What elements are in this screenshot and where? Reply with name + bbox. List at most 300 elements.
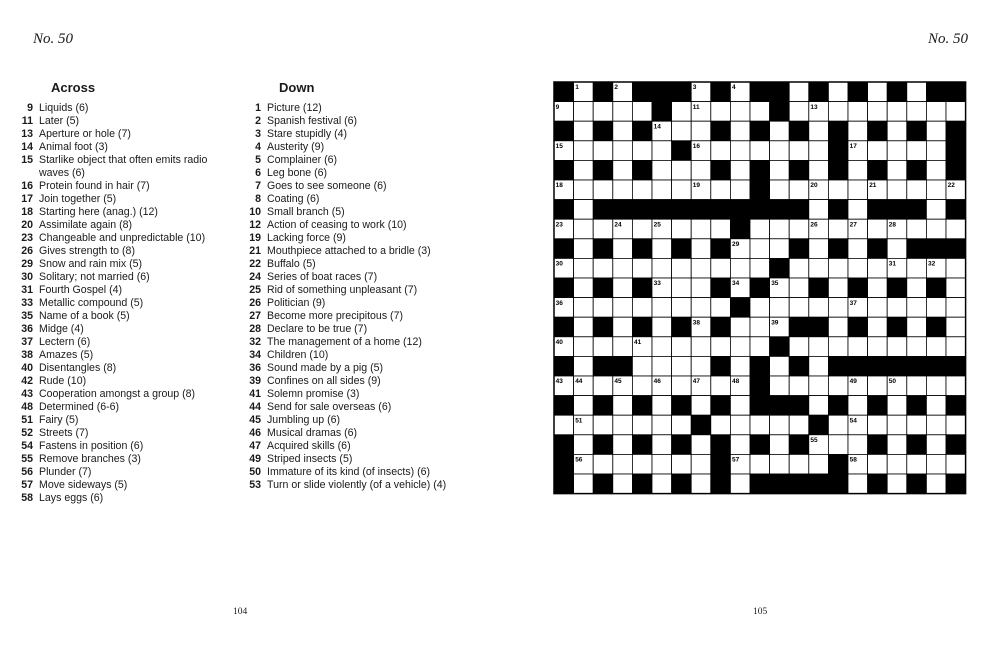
grid-cell[interactable] [946,258,966,278]
grid-cell[interactable] [926,219,946,239]
grid-cell[interactable] [574,160,594,180]
grid-cell[interactable] [789,337,809,357]
grid-cell[interactable] [711,219,731,239]
grid-cell[interactable] [809,396,829,416]
grid-cell[interactable] [926,376,946,396]
grid-cell[interactable] [730,337,750,357]
grid-cell[interactable] [672,356,692,376]
grid-cell[interactable] [926,435,946,455]
grid-block [946,121,966,141]
grid-cell[interactable] [613,435,633,455]
grid-cell[interactable] [926,396,946,416]
grid-cell[interactable] [652,317,672,337]
clue-text: Confines on all sides (9) [267,375,381,387]
grid-cell[interactable] [770,356,790,376]
grid-cell[interactable] [809,454,829,474]
grid-cell[interactable] [809,200,829,220]
grid-cell[interactable] [730,258,750,278]
clue-text: Immature of its kind (of insects) (6) [267,466,431,478]
across-clue-40 [15,362,239,375]
grid-cell[interactable] [632,415,652,435]
grid-cell[interactable] [652,239,672,259]
grid-cell[interactable] [868,337,888,357]
grid-cell[interactable] [848,239,868,259]
grid-cell[interactable] [691,258,711,278]
grid-cell[interactable] [789,415,809,435]
grid-cell[interactable] [946,278,966,298]
grid-cell[interactable] [926,180,946,200]
grid-cell[interactable] [868,454,888,474]
grid-cell[interactable] [652,180,672,200]
grid-cell[interactable] [750,219,770,239]
grid-cell[interactable] [770,435,790,455]
grid-cell[interactable] [848,121,868,141]
grid-cell[interactable] [672,180,692,200]
grid-cell[interactable] [613,121,633,141]
cell-number: 46 [653,378,661,386]
grid-cell[interactable] [711,258,731,278]
cell-number: 27 [849,221,857,229]
grid-cell[interactable] [907,82,927,102]
grid-cell[interactable] [907,454,927,474]
cell-number: 50 [888,378,897,386]
grid-cell[interactable] [593,454,613,474]
grid-cell[interactable] [672,415,692,435]
grid-cell[interactable] [848,396,868,416]
clue-number: 52 [21,427,33,439]
clue-text: Rid of something unpleasant (7) [267,284,418,296]
grid-cell[interactable] [730,396,750,416]
grid-cell[interactable] [868,102,888,122]
down-clue-41 [243,388,467,401]
grid-cell[interactable] [574,474,594,494]
grid-cell[interactable] [809,298,829,318]
puzzle-number-left: No. 50 [33,31,74,47]
grid-cell[interactable] [750,258,770,278]
clue-text: Goes to see someone (6) [267,180,387,192]
grid-block [711,356,731,376]
grid-cell[interactable] [691,160,711,180]
grid-cell[interactable] [632,258,652,278]
grid-cell[interactable] [750,415,770,435]
grid-cell[interactable] [750,102,770,122]
grid-cell[interactable] [613,337,633,357]
grid-cell[interactable] [574,317,594,337]
grid-cell[interactable] [613,102,633,122]
grid-cell[interactable] [809,121,829,141]
grid-cell[interactable] [613,454,633,474]
grid-cell[interactable] [848,102,868,122]
grid-cell[interactable] [730,435,750,455]
grid-cell[interactable] [593,415,613,435]
grid-cell[interactable] [946,298,966,318]
grid-cell[interactable] [770,219,790,239]
grid-cell[interactable] [828,317,848,337]
grid-cell[interactable] [613,141,633,161]
clue-text: Small branch (5) [267,206,345,218]
clue-number: 49 [249,453,261,465]
cell-number: 58 [849,456,857,464]
grid-cell[interactable] [750,141,770,161]
grid-cell[interactable] [574,278,594,298]
grid-cell[interactable] [632,298,652,318]
grid-cell[interactable] [887,454,907,474]
grid-cell[interactable] [907,258,927,278]
grid-cell[interactable] [574,219,594,239]
grid-cell[interactable] [887,239,907,259]
grid-cell[interactable] [868,415,888,435]
grid-cell[interactable] [691,396,711,416]
grid-cell[interactable] [868,141,888,161]
grid-cell[interactable] [887,396,907,416]
cell-number: 33 [653,280,661,288]
grid-block [809,317,829,337]
grid-cell[interactable] [613,278,633,298]
grid-cell[interactable] [613,298,633,318]
grid-cell[interactable] [848,474,868,494]
grid-cell[interactable] [711,102,731,122]
grid-cell[interactable] [848,200,868,220]
grid-cell[interactable] [887,337,907,357]
grid-cell[interactable] [868,298,888,318]
clue-text: Animal foot (3) [39,141,108,153]
clue-text: Name of a book (5) [39,310,130,322]
grid-cell[interactable] [868,278,888,298]
grid-cell[interactable] [828,337,848,357]
grid-cell[interactable] [848,258,868,278]
down-clue-3 [243,128,467,141]
clue-number: 31 [21,284,33,296]
grid-cell[interactable] [691,298,711,318]
grid-cell[interactable] [574,337,594,357]
grid-cell[interactable] [828,435,848,455]
grid-cell[interactable] [809,376,829,396]
grid-cell[interactable] [907,180,927,200]
grid-cell[interactable] [652,415,672,435]
grid-cell[interactable] [828,415,848,435]
grid-cell[interactable] [574,102,594,122]
grid-cell[interactable] [574,141,594,161]
grid-cell[interactable] [828,376,848,396]
grid-cell[interactable] [946,317,966,337]
grid-cell[interactable] [672,298,692,318]
grid-cell[interactable] [828,219,848,239]
grid-cell[interactable] [750,239,770,259]
grid-cell[interactable] [593,219,613,239]
grid-cell[interactable] [789,454,809,474]
grid-cell[interactable] [770,141,790,161]
grid-cell[interactable] [789,141,809,161]
grid-cell[interactable] [789,219,809,239]
grid-cell[interactable] [750,298,770,318]
grid-cell[interactable] [809,356,829,376]
grid-cell[interactable] [691,121,711,141]
grid-cell[interactable] [789,376,809,396]
grid-cell[interactable] [907,376,927,396]
grid-cell[interactable] [711,298,731,318]
grid-cell[interactable] [770,239,790,259]
clue-text: Action of ceasing to work (10) [267,219,407,231]
grid-cell[interactable] [770,180,790,200]
grid-cell[interactable] [574,298,594,318]
grid-cell[interactable] [926,102,946,122]
grid-cell[interactable] [750,454,770,474]
grid-cell[interactable] [593,298,613,318]
grid-cell[interactable] [887,180,907,200]
grid-cell[interactable] [828,298,848,318]
grid-cell[interactable] [946,415,966,435]
grid-block [946,239,966,259]
grid-cell[interactable] [652,396,672,416]
grid-cell[interactable] [632,102,652,122]
cell-number: 35 [771,280,779,288]
grid-cell[interactable] [593,141,613,161]
grid-block [789,160,809,180]
grid-cell[interactable] [691,219,711,239]
grid-cell[interactable] [711,415,731,435]
grid-cell[interactable] [809,239,829,259]
grid-cell[interactable] [770,376,790,396]
down-clue-36 [243,362,467,375]
grid-cell[interactable] [554,415,574,435]
grid-cell[interactable] [691,278,711,298]
grid-cell[interactable] [848,337,868,357]
clue-text: Leg bone (6) [267,167,328,179]
grid-cell[interactable] [613,415,633,435]
grid-cell[interactable] [789,102,809,122]
clue-text: The management of a home (12) [267,336,422,348]
clue-number: 10 [249,206,261,218]
grid-cell[interactable] [672,454,692,474]
grid-cell[interactable] [926,200,946,220]
grid-cell[interactable] [887,415,907,435]
grid-cell[interactable] [770,160,790,180]
grid-cell[interactable] [770,121,790,141]
grid-block [828,454,848,474]
grid-cell[interactable] [789,180,809,200]
grid-cell[interactable] [907,141,927,161]
across-clue-57 [15,479,239,492]
grid-cell[interactable] [593,337,613,357]
grid-cell[interactable] [652,337,672,357]
grid-cell[interactable] [887,121,907,141]
grid-cell[interactable] [770,298,790,318]
grid-cell[interactable] [711,180,731,200]
cell-number: 32 [928,260,936,268]
grid-cell[interactable] [632,356,652,376]
grid-cell[interactable] [672,376,692,396]
grid-cell[interactable] [574,180,594,200]
grid-cell[interactable] [868,219,888,239]
grid-cell[interactable] [613,317,633,337]
cell-number: 36 [555,299,563,307]
grid-cell[interactable] [848,435,868,455]
grid-cell[interactable] [613,258,633,278]
grid-cell[interactable] [613,160,633,180]
grid-cell[interactable] [907,102,927,122]
clue-number: 44 [249,401,261,413]
grid-cell[interactable] [887,160,907,180]
grid-cell[interactable] [907,219,927,239]
grid-cell[interactable] [574,356,594,376]
grid-cell[interactable] [946,102,966,122]
across-clue-48 [15,401,239,414]
grid-cell[interactable] [593,180,613,200]
across-clue-38 [15,349,239,362]
grid-cell[interactable] [730,160,750,180]
grid-cell[interactable] [770,454,790,474]
clue-number: 29 [21,258,33,270]
grid-cell[interactable] [828,258,848,278]
grid-cell[interactable] [907,278,927,298]
grid-cell[interactable] [750,317,770,337]
grid-cell[interactable] [711,337,731,357]
grid-cell[interactable] [652,141,672,161]
grid-cell[interactable] [574,396,594,416]
grid-block [730,298,750,318]
grid-cell[interactable] [730,356,750,376]
grid-cell[interactable] [868,258,888,278]
grid-cell[interactable] [828,180,848,200]
grid-cell[interactable] [730,180,750,200]
grid-cell[interactable] [887,298,907,318]
grid-cell[interactable] [632,376,652,396]
grid-cell[interactable] [593,258,613,278]
grid-cell[interactable] [848,160,868,180]
grid-cell[interactable] [613,239,633,259]
grid-cell[interactable] [652,160,672,180]
grid-cell[interactable] [672,160,692,180]
grid-cell[interactable] [926,415,946,435]
grid-cell[interactable] [691,474,711,494]
across-clue-11 [15,115,239,128]
grid-cell[interactable] [926,337,946,357]
grid-cell[interactable] [652,258,672,278]
grid-cell[interactable] [652,435,672,455]
grid-cell[interactable] [730,141,750,161]
grid-cell[interactable] [907,415,927,435]
cell-number: 57 [732,456,740,464]
grid-cell[interactable] [652,454,672,474]
grid-cell[interactable] [926,474,946,494]
grid-cell[interactable] [672,278,692,298]
grid-cell[interactable] [574,239,594,259]
grid-cell[interactable] [613,474,633,494]
grid-block [554,121,574,141]
grid-cell[interactable] [632,219,652,239]
grid-cell[interactable] [887,141,907,161]
grid-cell[interactable] [730,415,750,435]
grid-cell[interactable] [691,454,711,474]
grid-cell[interactable] [809,337,829,357]
grid-cell[interactable] [750,337,770,357]
grid-cell[interactable] [926,141,946,161]
grid-cell[interactable] [613,180,633,200]
grid-cell[interactable] [789,298,809,318]
grid-cell[interactable] [868,376,888,396]
grid-cell[interactable] [672,258,692,278]
grid-cell[interactable] [574,121,594,141]
grid-cell[interactable] [730,317,750,337]
clue-text: Remove branches (3) [39,453,141,465]
grid-cell[interactable] [907,337,927,357]
grid-cell[interactable] [672,102,692,122]
grid-cell[interactable] [730,474,750,494]
grid-cell[interactable] [691,435,711,455]
grid-block [750,396,770,416]
grid-cell[interactable] [868,317,888,337]
grid-cell[interactable] [672,121,692,141]
grid-cell[interactable] [887,474,907,494]
grid-cell[interactable] [711,376,731,396]
grid-cell[interactable] [828,82,848,102]
grid-cell[interactable] [691,239,711,259]
grid-cell[interactable] [574,435,594,455]
grid-cell[interactable] [652,298,672,318]
grid-cell[interactable] [887,435,907,455]
crossword-grid[interactable] [553,81,967,495]
grid-cell[interactable] [711,141,731,161]
grid-cell[interactable] [828,102,848,122]
grid-cell[interactable] [593,102,613,122]
grid-cell[interactable] [574,258,594,278]
grid-cell[interactable] [632,454,652,474]
grid-cell[interactable] [789,82,809,102]
clue-number: 20 [21,219,33,231]
grid-cell[interactable] [730,102,750,122]
grid-cell[interactable] [574,200,594,220]
grid-cell[interactable] [730,121,750,141]
grid-cell[interactable] [926,160,946,180]
grid-cell[interactable] [926,454,946,474]
grid-cell[interactable] [672,219,692,239]
grid-cell[interactable] [926,121,946,141]
grid-cell[interactable] [652,474,672,494]
grid-cell[interactable] [632,141,652,161]
grid-cell[interactable] [887,102,907,122]
clue-number: 43 [21,388,33,400]
grid-cell[interactable] [770,415,790,435]
grid-cell[interactable] [868,82,888,102]
grid-cell[interactable] [907,298,927,318]
grid-cell[interactable] [789,278,809,298]
grid-cell[interactable] [632,180,652,200]
grid-cell[interactable] [946,376,966,396]
grid-cell[interactable] [946,337,966,357]
grid-cell[interactable] [613,396,633,416]
grid-block [770,82,790,102]
grid-cell[interactable] [691,337,711,357]
clue-text: Acquired skills (6) [267,440,351,452]
grid-cell[interactable] [809,141,829,161]
grid-cell[interactable] [691,356,711,376]
grid-cell[interactable] [809,160,829,180]
grid-cell[interactable] [946,454,966,474]
grid-cell[interactable] [946,219,966,239]
grid-cell[interactable] [848,180,868,200]
grid-cell[interactable] [828,278,848,298]
grid-cell[interactable] [809,258,829,278]
grid-cell[interactable] [652,356,672,376]
grid-cell[interactable] [593,376,613,396]
grid-block [652,200,672,220]
grid-cell[interactable] [907,317,927,337]
grid-block [789,474,809,494]
grid-cell[interactable] [789,258,809,278]
grid-cell[interactable] [926,298,946,318]
grid-cell[interactable] [672,337,692,357]
across-clue-23 [15,232,239,245]
